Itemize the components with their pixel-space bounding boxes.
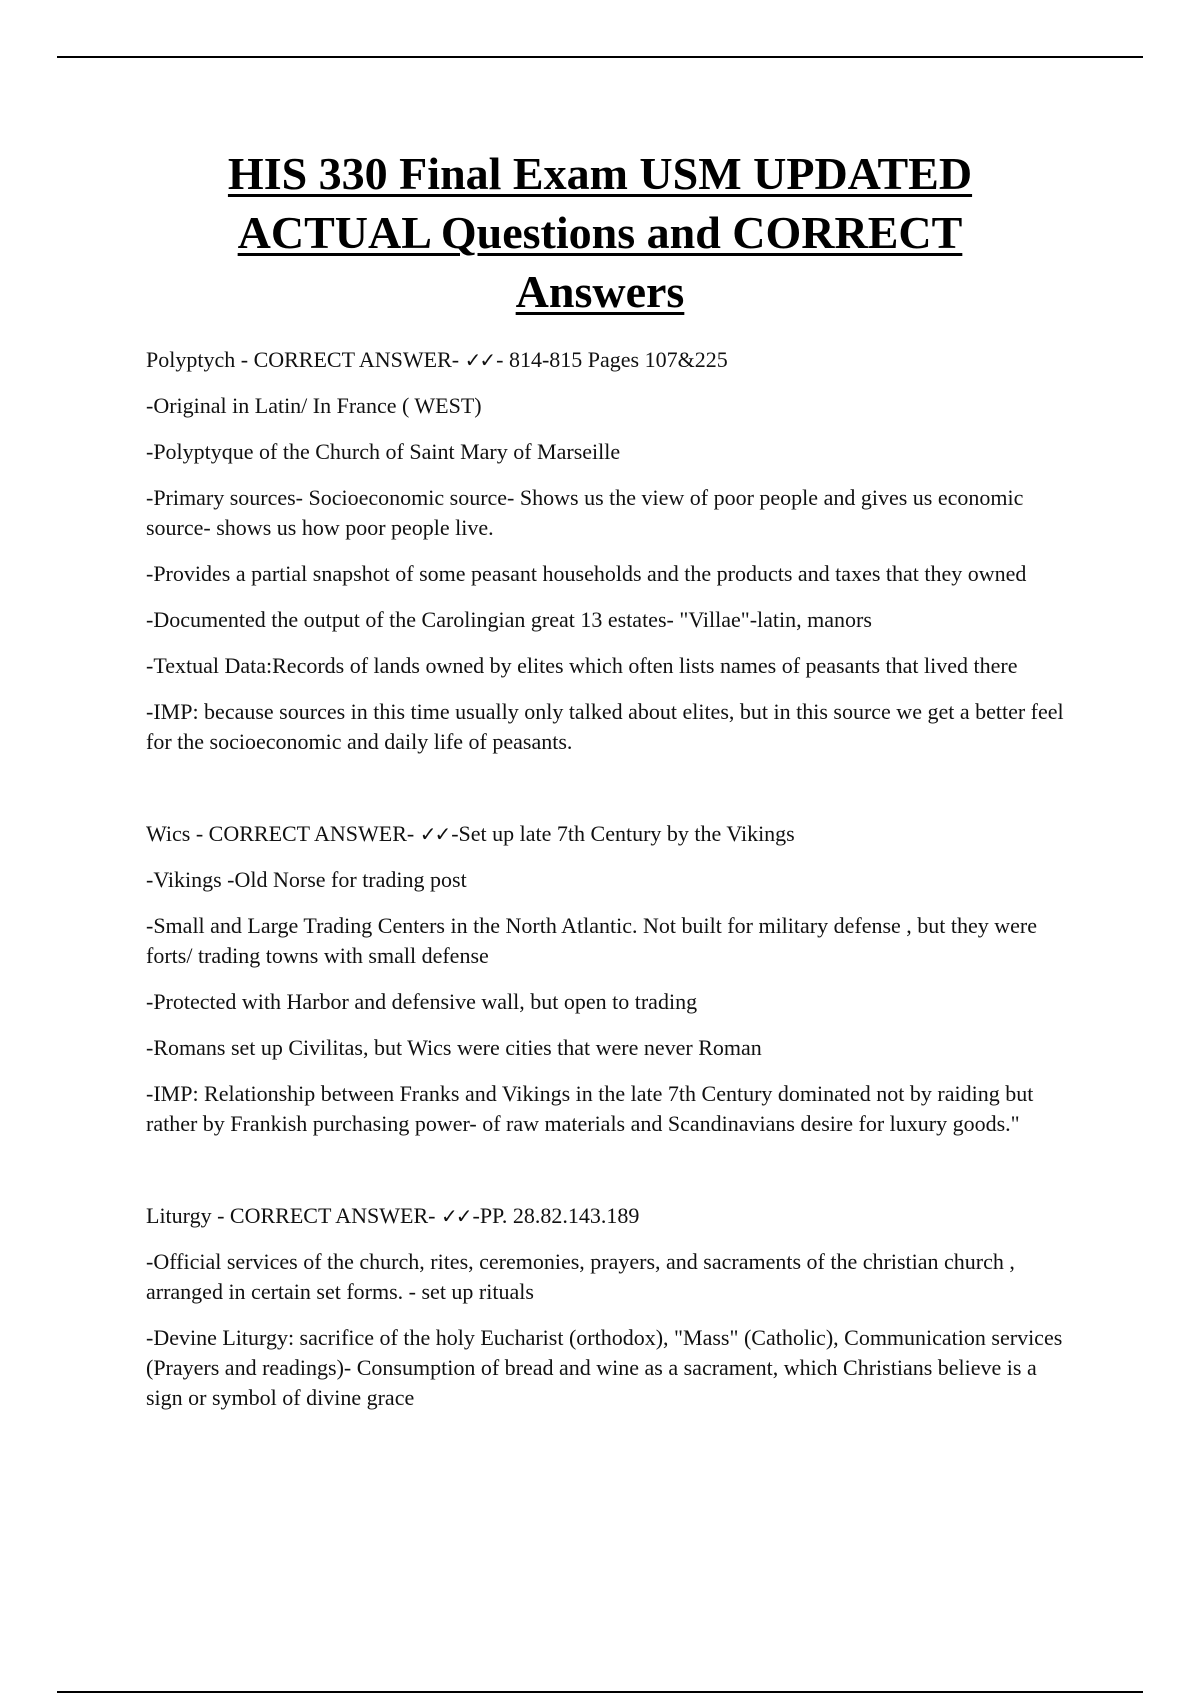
top-rule — [57, 56, 1143, 58]
document-body — [146, 345, 1066, 1413]
answer-label: CORRECT ANSWER- — [208, 821, 415, 846]
question-line: Polyptych - CORRECT ANSWER- ✓✓- 814-815 Pages 107&225 — [146, 347, 728, 372]
answer-point: -Textual Data:Records of lands owned by elites which often lists names of peasants that lived there — [146, 653, 1018, 678]
term: Wics — [146, 821, 191, 846]
qa-entry-liturgy — [146, 1201, 1066, 1413]
answer-lead: -Set up late 7th Century by the Vikings — [451, 821, 795, 846]
question-line: Liturgy - CORRECT ANSWER- ✓✓-PP. 28.82.143.189 — [146, 1203, 640, 1228]
answer-point: -Official services of the church, rites, ceremonies, prayers, and sacraments of the christian church , arranged in certain set forms. - set up rituals — [146, 1249, 1015, 1304]
double-check-icon: ✓✓ — [464, 348, 495, 372]
answer-point: -Polyptyque of the Church of Saint Mary of Marseille — [146, 439, 621, 464]
answer-point: -IMP: because sources in this time usually only talked about elites, but in this source we get a better feel for the socioeconomic and daily life of peasants. — [146, 699, 1064, 754]
qa-entry-wics — [146, 819, 1066, 1139]
term: Polyptych — [146, 347, 236, 372]
term: Liturgy — [146, 1203, 212, 1228]
answer-point: -Devine Liturgy: sacrifice of the holy Eucharist (orthodox), "Mass" (Catholic), Communication services (Prayers and readings)- Consumption of bread and wine as a sacrament, which Christians believe is a sign or symbol of divine grace — [146, 1325, 1063, 1410]
answer-point: -Vikings -Old Norse for trading post — [146, 867, 467, 892]
answer-point: -Primary sources- Socioeconomic source- Shows us the view of poor people and gives us economic source- shows us how poor people live. — [146, 485, 1024, 540]
answer-point: -Provides a partial snapshot of some peasant households and the products and taxes that they owned — [146, 561, 1027, 586]
double-check-icon: ✓✓ — [419, 822, 450, 846]
bottom-rule — [57, 1691, 1143, 1693]
answer-point: -Original in Latin/ In France ( WEST) — [146, 393, 482, 418]
answer-label: CORRECT ANSWER- — [253, 347, 460, 372]
answer-point: -Small and Large Trading Centers in the North Atlantic. Not built for military defense , but they were forts/ trading towns with small defense — [146, 913, 1038, 968]
double-check-icon: ✓✓ — [440, 1204, 471, 1228]
answer-label: CORRECT ANSWER- — [229, 1203, 436, 1228]
answer-point: -IMP: Relationship between Franks and Vikings in the late 7th Century dominated not by raiding but rather by Frankish purchasing power- of raw materials and Scandinavians desire for luxury goods." — [146, 1081, 1034, 1136]
answer-point: -Protected with Harbor and defensive wall, but open to trading — [146, 989, 698, 1014]
qa-entry-polyptych — [146, 345, 1066, 757]
answer-lead: - 814-815 Pages 107&225 — [496, 347, 728, 372]
question-line: Wics - CORRECT ANSWER- ✓✓-Set up late 7th Century by the Vikings — [146, 821, 795, 846]
answer-lead: -PP. 28.82.143.189 — [472, 1203, 640, 1228]
page-title: HIS 330 Final Exam USM UPDATED ACTUAL Questions and CORRECT Answers — [227, 148, 973, 317]
answer-point: -Romans set up Civilitas, but Wics were cities that were never Roman — [146, 1035, 762, 1060]
answer-point: -Documented the output of the Carolingian great 13 estates- "Villae"-latin, manors — [146, 607, 872, 632]
